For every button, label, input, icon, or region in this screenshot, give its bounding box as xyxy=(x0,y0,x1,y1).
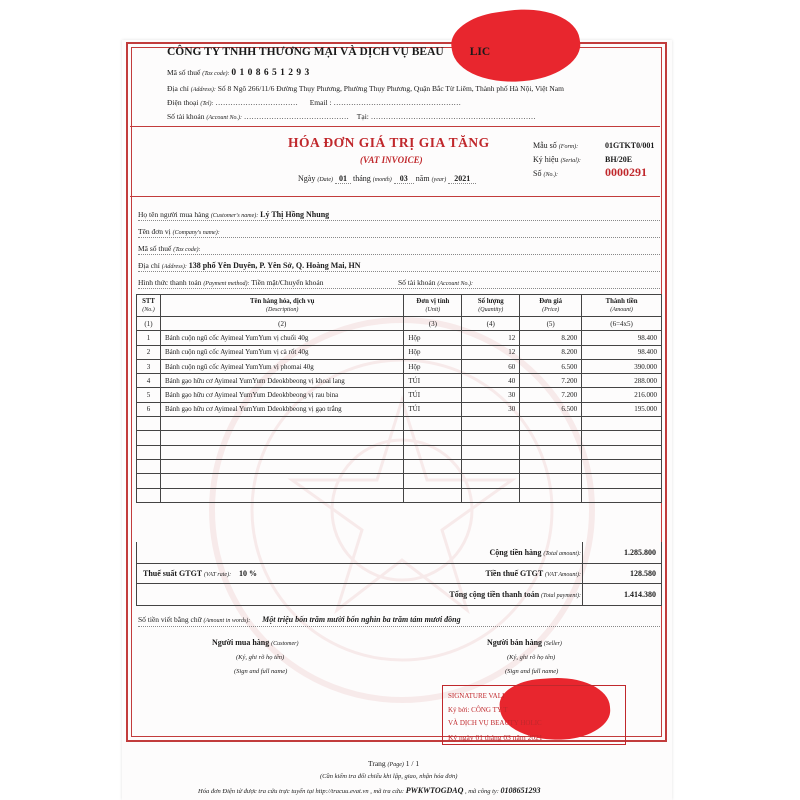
column-index: (6=4x5) xyxy=(582,317,662,331)
cell-qty: 12 xyxy=(462,345,520,359)
cell-amount: 216.000 xyxy=(582,388,662,402)
cell-price: 8.200 xyxy=(520,345,582,359)
seller-email: …………………………………………… xyxy=(333,98,461,107)
cell-unit: Hộp xyxy=(404,345,462,359)
column-header: Tên hàng hóa, dịch vụ (Description) xyxy=(160,295,403,317)
header-divider xyxy=(130,126,660,127)
invoice-date: Ngày (Date) 01 tháng (month) 03 năm (year) 2021 xyxy=(298,174,476,183)
cell-price: 8.200 xyxy=(520,331,582,345)
einvoice-lookup: Hóa đơn Điện tử được tra cứu trực tuyến tại http://tracuu.evat.vn , mã tra cứu: PWKWTOGDAQ , mã công ty: 0108651293 xyxy=(198,786,541,795)
empty-row xyxy=(137,488,662,502)
footer-note: (Cần kiểm tra đối chiếu khi lập, giao, nhận hóa đơn) xyxy=(320,773,458,780)
empty-row xyxy=(137,417,662,431)
total-value: 1.414.380 xyxy=(624,590,656,599)
page-indicator: Trang (Page) 1 / 1 xyxy=(368,759,420,768)
cell-desc: Bánh gạo hữu cơ Ayimeal YumYum Ddeokbbeong vị rau bina xyxy=(160,388,403,402)
vat-row: Thuế suất GTGT (VAT rate): 10 % Tiền thuế GTGT (VAT Amount): 128.580 xyxy=(136,564,662,584)
seller-tax-code: 0 1 0 8 6 5 1 2 9 3 xyxy=(231,68,310,78)
cell-amount: 98.400 xyxy=(582,331,662,345)
invoice-serial: BH/20E xyxy=(605,155,633,164)
table-row xyxy=(137,374,662,388)
cell-price: 7.200 xyxy=(520,388,582,402)
column-index: (3) xyxy=(404,317,462,331)
cell-qty: 60 xyxy=(462,359,520,373)
cell-price: 6.500 xyxy=(520,402,582,416)
vat-value: 128.580 xyxy=(630,569,656,578)
cell-desc: Bánh gạo hữu cơ Ayimeal YumYum Ddeokbbeong vị khoai lang xyxy=(160,374,403,388)
subtotal-row: Cộng tiền hàng (Total amount): 1.285.800 xyxy=(136,542,662,564)
cell-unit: TÚI xyxy=(404,388,462,402)
empty-row xyxy=(137,445,662,459)
column-index: (1) xyxy=(137,317,161,331)
cell-qty: 12 xyxy=(462,331,520,345)
seller-company-name: CÔNG TY TNHH THƯƠNG MẠI VÀ DỊCH VỤ BEAU xyxy=(167,46,444,58)
cell-price: 6.500 xyxy=(520,359,582,373)
cell-desc: Bánh cuộn ngũ cốc Ayimeal YumYum vị chuối 40g xyxy=(160,331,403,345)
cell-stt: 4 xyxy=(137,374,161,388)
cell-desc: Bánh cuộn ngũ cốc Ayimeal YumYum vị cà rốt 40g xyxy=(160,345,403,359)
seller-tax-label: Mã số thuế xyxy=(167,68,201,77)
column-header: Đơn vị tính (Unit) xyxy=(404,295,462,317)
seller-bank: ………………………………………………………… xyxy=(370,112,536,121)
lookup-code: PWKWTOGDAQ xyxy=(405,786,464,795)
cell-desc: Bánh cuộn ngũ cốc Ayimeal YumYum vị phomai 40g xyxy=(160,359,403,373)
table-row xyxy=(137,331,662,345)
total-row: Tổng cộng tiền thanh toán (Total payment): 1.414.380 xyxy=(136,584,662,606)
seller-phone: …………………………… xyxy=(215,98,298,107)
cell-unit: TÚI xyxy=(404,374,462,388)
column-header: Số lượng (Quantity) xyxy=(462,295,520,317)
invoice-number: 0000291 xyxy=(605,165,647,179)
cell-unit: Hộp xyxy=(404,331,462,345)
cell-amount: 98.400 xyxy=(582,345,662,359)
cell-amount: 288.000 xyxy=(582,374,662,388)
invoice-title: HÓA ĐƠN GIÁ TRỊ GIA TĂNG xyxy=(288,135,490,150)
buyer-sign-title: Người mua hàng xyxy=(212,638,270,647)
cell-unit: Hộp xyxy=(404,359,462,373)
buyer-payment: Tiền mặt/Chuyển khoản xyxy=(251,278,324,287)
cell-amount: 195.000 xyxy=(582,402,662,416)
empty-row xyxy=(137,459,662,473)
seller-sign-title: Người bán hàng xyxy=(487,638,543,647)
cell-qty: 40 xyxy=(462,374,520,388)
subtotal-value: 1.285.800 xyxy=(624,548,656,557)
cell-desc: Bánh gạo hữu cơ Ayimeal YumYum Ddeokbbeong vị gạo trắng xyxy=(160,402,403,416)
column-header: STT (No.) xyxy=(137,295,161,317)
invoice-form: 01GTKT0/001 xyxy=(605,141,655,150)
table-row xyxy=(137,359,662,373)
seller-account: …………………………………… xyxy=(243,112,349,121)
vat-rate: 10 % xyxy=(238,569,257,578)
buyer-address: 138 phố Yên Duyên, P. Yên Sở, Q. Hoàng Mai, HN xyxy=(188,261,361,270)
table-header-index-row xyxy=(137,317,662,331)
seller-company-name-tail: LIC xyxy=(469,46,491,58)
cell-stt: 2 xyxy=(137,345,161,359)
table-row xyxy=(137,345,662,359)
column-index: (2) xyxy=(160,317,403,331)
cell-stt: 5 xyxy=(137,388,161,402)
table-header-row xyxy=(137,295,662,317)
seller-address: Số 8 Ngõ 266/11/6 Đường Thụy Phương, Phường Thụy Phương, Quận Bắc Từ Liêm, Thành phố Hà Nội, Việt Nam xyxy=(217,84,564,93)
cell-stt: 3 xyxy=(137,359,161,373)
cell-qty: 30 xyxy=(462,402,520,416)
title-divider xyxy=(130,196,660,197)
cell-qty: 30 xyxy=(462,388,520,402)
table-row xyxy=(137,388,662,402)
column-index: (5) xyxy=(520,317,582,331)
cell-unit: TÚI xyxy=(404,402,462,416)
empty-row xyxy=(137,431,662,445)
buyer-name: Lý Thị Hồng Nhung xyxy=(260,210,330,219)
items-table xyxy=(136,294,662,503)
column-index: (4) xyxy=(462,317,520,331)
cell-price: 7.200 xyxy=(520,374,582,388)
cell-stt: 6 xyxy=(137,402,161,416)
company-code: 0108651293 xyxy=(500,786,541,795)
cell-stt: 1 xyxy=(137,331,161,345)
empty-row xyxy=(137,474,662,488)
table-row xyxy=(137,402,662,416)
column-header: Thành tiền (Amount) xyxy=(582,295,662,317)
invoice-subtitle: (VAT INVOICE) xyxy=(360,155,423,165)
digital-signature-stamp: SIGNATURE VALI Ký bởi: CÔNG TY T VÀ DỊCH VỤ BEAUTY HOLIC Ký ngày 01 tháng 03 năm 2021 xyxy=(442,685,626,745)
amount-in-words: Một triệu bốn trăm mười bốn nghìn ba trăm tám mươi đồng xyxy=(262,615,461,624)
cell-amount: 390.000 xyxy=(582,359,662,373)
column-header: Đơn giá (Price) xyxy=(520,295,582,317)
